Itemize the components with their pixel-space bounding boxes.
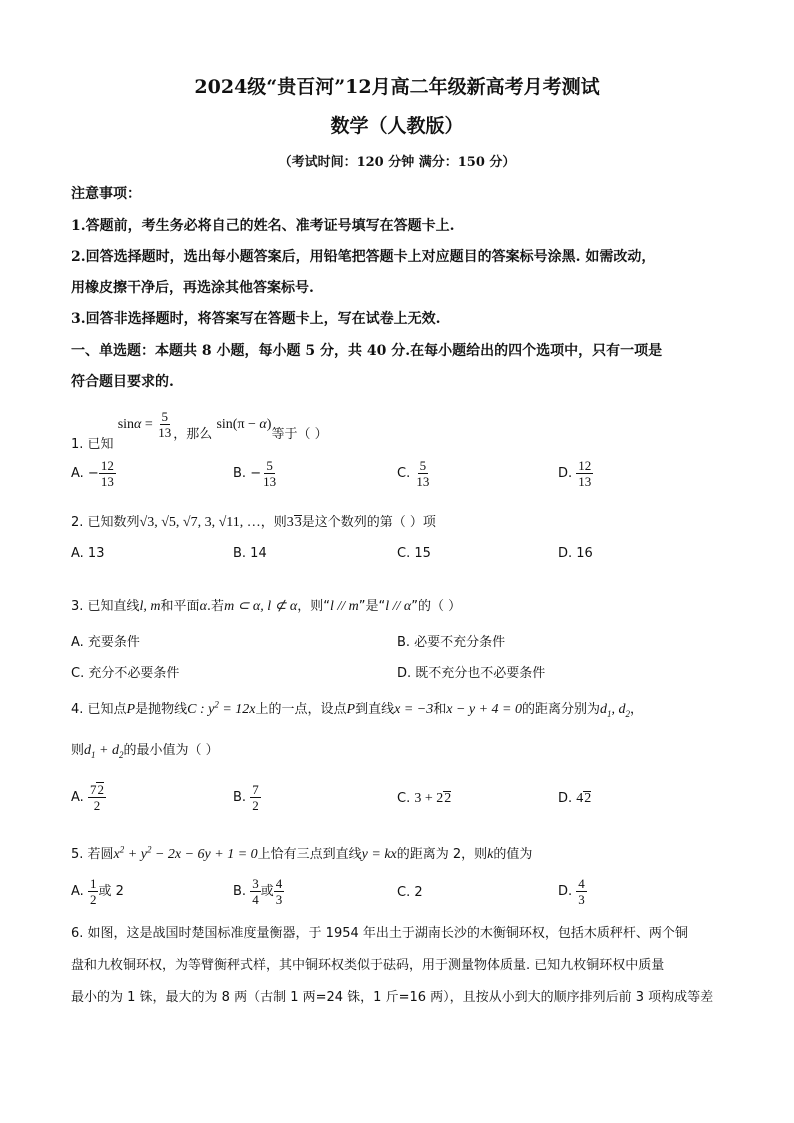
q4-option-a[interactable]: A. $\frac{72}{2}$ (71, 782, 104, 813)
question-1: 1. 已知 sinα = $\frac{5}{13}$ ，那么 sin(π − α)等于（ ） (71, 409, 328, 452)
q4-option-b[interactable]: B. $\frac{7}{2}$ (233, 782, 259, 813)
question-5: 5. 若圆$x^2 + y^2 - 2x - 6y + 1 = 0$上恰有三点到直线y = kx的距离为 2，则k的值为 (71, 844, 533, 862)
q4-option-d[interactable]: D. 42 (558, 791, 592, 806)
q1-option-a[interactable]: A. − $\frac{12}{13}$ (71, 458, 114, 489)
question-6-line2: 盘和九枚铜环权，为等臂衡秤式样，其中铜环权类似于砝码，用于测量物体质量. 已知九枚铜环权中质量 (71, 958, 665, 973)
question-6-line3: 最小的为 1 铢，最大的为 8 两（古制 1 两=24 铢，1 斤=16 两），且按从小到大的顺序排列后前 3 项构成等差 (71, 990, 714, 1005)
q1-prefix: 1. 已知 (71, 437, 114, 452)
q3-option-d[interactable]: D. 既不充分也不必要条件 (397, 666, 546, 681)
q5-option-d[interactable]: D. $\frac{4}{3}$ (558, 876, 585, 907)
question-2: 2. 已知数列√3, √5, √7, 3, √11, …，则33是这个数列的第（ ）项 (71, 515, 436, 530)
q3-option-a[interactable]: A. 充要条件 (71, 635, 140, 650)
q3-option-b[interactable]: B. 必要不充分条件 (397, 635, 506, 650)
q1-option-c[interactable]: C. $\frac{5}{13}$ (397, 458, 430, 489)
q1-option-b[interactable]: B. − $\frac{5}{13}$ (233, 458, 277, 489)
q1-suffix: 等于（ ） (271, 427, 328, 442)
q4-option-c[interactable]: C. 3 + 22 (397, 791, 452, 806)
q2-option-d[interactable]: D. 16 (558, 546, 593, 561)
question-4-line1: 4. 已知点P是抛物线C : $y^2 = 12x$上的一点，设点P到直线x = −3和x − y + 4 = 0的距离分别为$d_1$, $d_2$， (71, 699, 644, 719)
q1-mid: ，那么 (173, 427, 213, 442)
q1-option-d[interactable]: D. $\frac{12}{13}$ (558, 458, 592, 489)
q2-sequence: √3, √5, √7, 3, √11, … (139, 515, 261, 530)
question-6-line1: 6. 如图，这是战国时楚国标准度量衡器，于 1954 年出土于湖南长沙的木衡铜环权，包括木质秤杆、两个铜 (71, 926, 688, 941)
notice-item-2: 2.回答选择题时，选出每小题答案后，用铅笔把答题卡上对应题目的答案标号涂黑. 如需改动， (71, 249, 656, 265)
exam-info: （考试时间：120 分钟 满分：150 分） (278, 155, 516, 170)
question-3: 3. 已知直线l, m和平面α.若m ⊂ α, l ⊄ α，则“l // m”是“l // α”的（ ） (71, 599, 462, 614)
q2-option-b[interactable]: B. 14 (233, 546, 267, 561)
notice-item-2-cont: 用橡皮擦干净后，再选涂其他答案标号. (71, 280, 314, 296)
q5-option-b[interactable]: B. $\frac{3}{4}$ 或 $\frac{4}{3}$ (233, 876, 283, 907)
q2-option-a[interactable]: A. 13 (71, 546, 105, 561)
notice-item-3: 3.回答非选择题时，将答案写在答题卡上，写在试卷上无效. (71, 311, 441, 327)
exam-subtitle: 数学（人教版） (330, 115, 464, 137)
exam-title: 2024级“贵百河”12月高二年级新高考月考测试 (194, 76, 600, 98)
notice-item-1: 1.答题前，考生务必将自己的姓名、准考证号填写在答题卡上. (71, 218, 455, 234)
question-4-line2: 则$d_1 + d_2$的最小值为（ ） (71, 743, 219, 760)
q2-option-c[interactable]: C. 15 (397, 546, 431, 561)
q5-option-c[interactable]: C. 2 (397, 885, 423, 900)
section-heading-line2: 符合题目要求的. (71, 374, 174, 390)
section-heading-line1: 一、单选题：本题共 8 小题，每小题 5 分，共 40 分.在每小题给出的四个选项中，只有一项是 (71, 343, 663, 359)
notice-heading: 注意事项： (71, 186, 141, 202)
q5-option-a[interactable]: A. $\frac{1}{2}$ 或 2 (71, 876, 124, 907)
q3-option-c[interactable]: C. 充分不必要条件 (71, 666, 180, 681)
